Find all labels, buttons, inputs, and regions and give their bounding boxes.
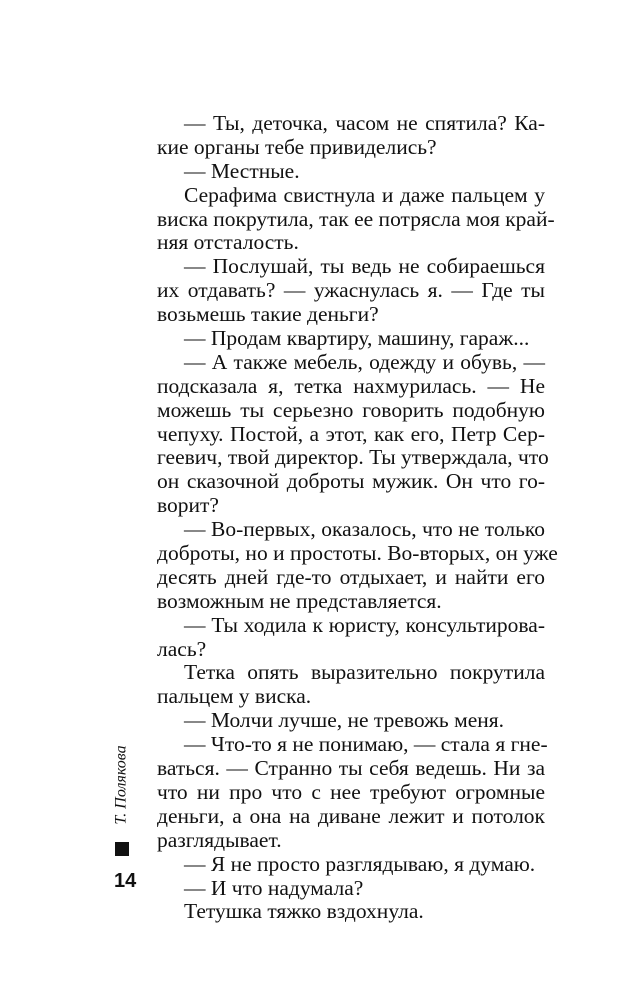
- text-line: подсказала я, тетка нахмурилась. — Не: [157, 373, 545, 398]
- text-line: десять дней где-то отдыхает, и найти его: [157, 564, 545, 589]
- running-head: [110, 740, 134, 830]
- text-line: ворит?: [157, 493, 219, 518]
- text-line: Тетушка тяжко вздохнула.: [184, 899, 424, 924]
- page-text: [157, 111, 558, 924]
- text-line: — Продам квартиру, машину, гараж...: [184, 326, 530, 351]
- text-line: — Послушай, ты ведь не собираешься: [184, 254, 545, 279]
- text-line: что ни про что с нее требуют огромные: [157, 779, 545, 804]
- text-line: Серафима свистнула и даже пальцем у: [184, 182, 545, 207]
- text-line: няя отсталость.: [157, 230, 299, 255]
- text-line: их отдавать? — ужаснулась я. — Где ты: [157, 278, 545, 303]
- text-line: доброты, но и простоты. Во-вторых, он уже: [157, 541, 558, 566]
- text-line: — А также мебель, одежду и обувь, —: [184, 349, 545, 374]
- text-line: разглядывает.: [157, 827, 282, 852]
- text-line: геевич, твой директор. Ты утверждала, что: [157, 445, 549, 470]
- text-line: — Ты ходила к юристу, консультирова-: [184, 612, 545, 637]
- text-line: — Во-первых, оказалось, что не только: [184, 517, 545, 542]
- text-line: — Молчи лучше, не тревожь меня.: [184, 708, 505, 733]
- text-line: — Ты, деточка, часом не спятила? Ка-: [184, 111, 545, 135]
- text-line: — Я не просто разглядываю, я думаю.: [184, 851, 536, 876]
- text-line: кие органы тебе привиделись?: [157, 134, 437, 159]
- text-line: виска покрутила, так ее потрясла моя край-: [157, 206, 555, 231]
- text-line: возможным не представляется.: [157, 588, 442, 613]
- text-line: деньги, а она на диване лежит и потолок: [157, 803, 545, 828]
- square-marker-icon: [115, 842, 129, 856]
- text-line: ваться. — Странно ты себя ведешь. Ни за: [157, 756, 545, 781]
- text-line: он сказочной доброты мужик. Он что го-: [157, 469, 545, 494]
- text-line: лась?: [157, 636, 207, 661]
- page-number: 14: [114, 870, 137, 892]
- text-line: — Местные.: [184, 158, 300, 183]
- text-line: чепуху. Постой, а этот, как его, Петр Сер-: [157, 421, 545, 446]
- text-line: пальцем у виска.: [157, 684, 312, 709]
- text-line: — Что-то я не понимаю, — стала я гне-: [184, 732, 548, 757]
- running-head-author: Т. Полякова: [113, 745, 131, 825]
- text-line: можешь ты серьезно говорить подобную: [157, 397, 545, 422]
- text-line: Тетка опять выразительно покрутила: [184, 660, 545, 685]
- text-line: — И что надумала?: [184, 875, 364, 900]
- text-line: возьмешь такие деньги?: [157, 302, 379, 327]
